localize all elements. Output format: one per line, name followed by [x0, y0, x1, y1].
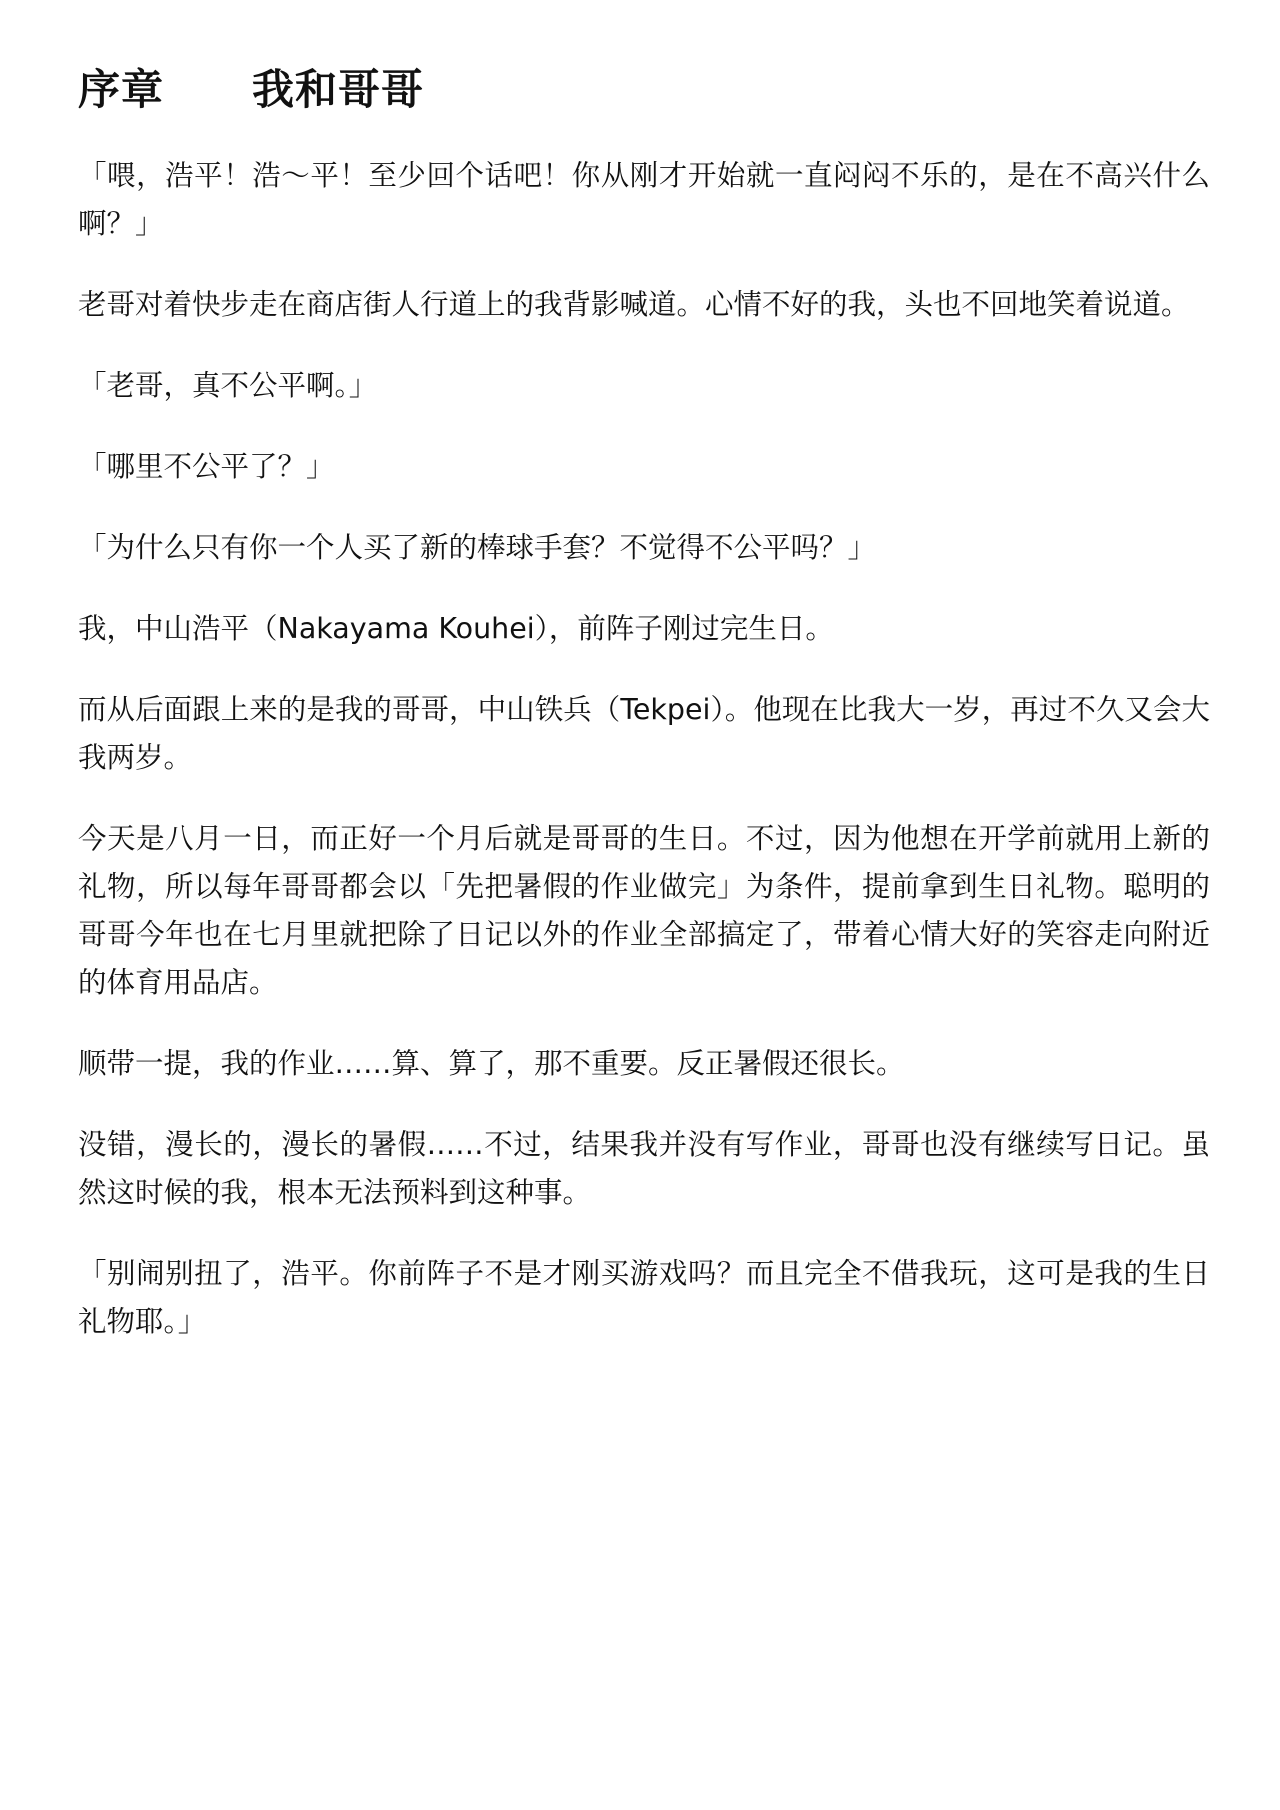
paragraph-4: 「哪里不公平了？」 — [78, 450, 335, 483]
paragraph-2: 老哥对着快步走在商店街人行道上的我背影喊道。心情不好的我，头也不回地笑着说道。 — [78, 288, 1190, 321]
paragraph-7: 而从后面跟上来的是我的哥哥，中山铁兵（Tekpei）。他现在比我大一岁，再过不久又会大我两岁。 — [78, 693, 1210, 774]
paragraph-8: 今天是八月一日，而正好一个月后就是哥哥的生日。不过，因为他想在开学前就用上新的礼物，所以每年哥哥都会以「先把暑假的作业做完」为条件，提前拿到生日礼物。聪明的哥哥今年也在七月里就把除了日记以外的作业全部搞定了，带着心情大好的笑容走向附近的体育用品店。 — [78, 822, 1210, 999]
paragraph-10: 没错，漫长的，漫长的暑假……不过，结果我并没有写作业，哥哥也没有继续写日记。虽然这时候的我，根本无法预料到这种事。 — [78, 1128, 1210, 1209]
chapter-heading — [78, 62, 1210, 118]
paragraph-3: 「老哥，真不公平啊。」 — [78, 369, 378, 402]
chapter-title: 我和哥哥 — [252, 65, 425, 114]
paragraph-6: 我，中山浩平（Nakayama Kouhei），前阵子刚过完生日。 — [78, 612, 834, 645]
paragraph-5: 「为什么只有你一个人买了新的棒球手套？不觉得不公平吗？」 — [78, 531, 877, 564]
document-page — [78, 62, 1210, 1379]
paragraph-9: 顺带一提，我的作业……算、算了，那不重要。反正暑假还很长。 — [78, 1047, 905, 1080]
paragraph-11: 「别闹别扭了，浩平。你前阵子不是才刚买游戏吗？而且完全不借我玩，这可是我的生日礼物耶。」 — [78, 1257, 1210, 1338]
paragraph-1: 「喂，浩平！浩～平！至少回个话吧！你从刚才开始就一直闷闷不乐的，是在不高兴什么啊？」 — [78, 159, 1210, 240]
chapter-label: 序章 — [78, 65, 165, 114]
